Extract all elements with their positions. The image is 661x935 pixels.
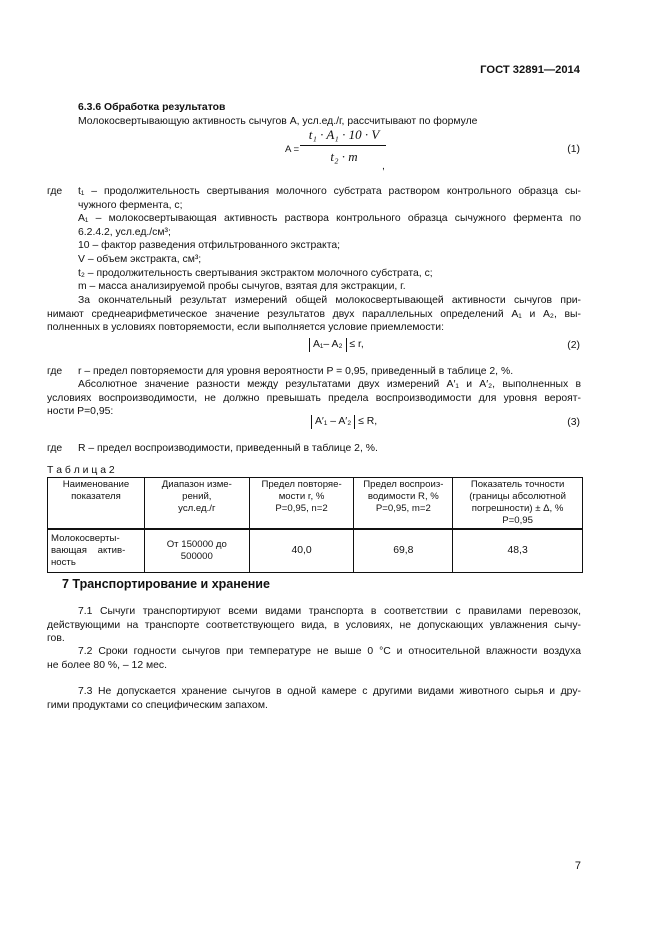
header-repeatability: Предел повторяе- мости r, % P=0,95, n=2 [249, 478, 354, 530]
where-label: где [47, 443, 63, 454]
where-r: r – предел повторяемости для уровня вероятности P = 0,95, приведенный в таблице 2, %. [78, 366, 514, 377]
where-block-1 [78, 185, 581, 294]
where-item: t₁ – продолжительность свертывания молочного субстрата раствором контрольного образца сы- [78, 186, 581, 197]
abs-value-expression: A₁– A₂ [309, 338, 347, 352]
formula-intro: Молокосвертывающую активность сычугов A, усл.ед./г, рассчитывают по формуле [78, 116, 478, 127]
cell-repeatability: 40,0 [249, 529, 354, 573]
text-line: действующими на транспорте соответствующего вида, в условиях, не допускающих увлажнения сычу- [47, 619, 581, 631]
fraction-bar [300, 145, 386, 146]
cell-range: От 150000 до 500000 [144, 529, 249, 573]
text-line: нимают среднеарифметическое значение результатов двух параллельных определений A₁ и A₂, вы- [47, 308, 581, 320]
where-item: 10 – фактор разведения отфильтрованного экстракта; [78, 240, 340, 252]
cell-accuracy: 48,3 [453, 529, 583, 573]
page-number: 7 [574, 860, 581, 872]
formula-1-dot: , [382, 161, 385, 172]
standard-code: ГОСТ 32891—2014 [480, 64, 580, 76]
formula-1-numerator: t₁ · A₁ · 10 · V [308, 127, 380, 142]
text-line: 7.2 Сроки годности сычугов при температуре не выше 0 °С и относительной влажности воздуха [78, 646, 581, 657]
formula-3-tail: ≤ R, [355, 416, 378, 427]
formula-1-lhs: A = [285, 144, 300, 155]
header-range: Диапазон изме- рений, усл.ед./г [144, 478, 249, 530]
formula-3 [311, 415, 377, 429]
paragraph-7-2 [47, 645, 581, 672]
paragraph-7-3 [47, 685, 581, 712]
text-line: не более 80 %, – 12 мес. [47, 659, 167, 671]
cell-name: Молокосверты- вающая актив- ность [48, 529, 145, 573]
formula-1-denominator: t₂ · m [330, 149, 358, 164]
where-item: t₂ – продолжительность свертывания экстрактом молочного субстрата, с; [78, 267, 433, 279]
table-row [48, 529, 583, 573]
text-line: полненных в условиях повторяемости, если выполняется условие приемлемости: [47, 322, 444, 334]
table-header-row [48, 478, 583, 530]
formula-2-tail: ≤ r, [346, 339, 364, 350]
where-item: чужного фермента, с; [78, 199, 183, 211]
equation-number-3: (3) [567, 417, 580, 428]
equation-number-1: (1) [567, 144, 580, 155]
text-line: гими продуктами со специфическим запахом. [47, 699, 268, 711]
section-7-title: 7 Транспортирование и хранение [62, 577, 270, 591]
paragraph-7-1 [47, 605, 581, 646]
where-item: A₁ – молокосвертывающая активность раствора контрольного образца сычужного фермента по [78, 213, 581, 225]
where-label: где [47, 366, 63, 377]
where-item: V – объем экстракта, см³; [78, 253, 202, 265]
table-2 [47, 477, 583, 573]
header-reproducibility: Предел воспроиз- водимости R, % P=0,95, m=2 [354, 478, 453, 530]
paragraph-reproducibility [47, 378, 581, 419]
text-line: За окончательный результат измерений общей молокосвертывающей активности сычугов при- [78, 295, 581, 306]
cell-reproducibility: 69,8 [354, 529, 453, 573]
formula-2 [309, 338, 364, 352]
abs-value-expression: A′₁ – A′₂ [311, 415, 355, 429]
where-label: где [47, 186, 63, 197]
where-item: 6.2.4.2, усл.ед./см³; [78, 226, 171, 238]
text-line: условиях воспроизводимости, не должно превышать предела воспроизводимости для уровня вероят- [47, 392, 581, 404]
where-item: m – масса анализируемой пробы сычугов, взятая для экстракции, г. [78, 281, 406, 293]
section-6-3-6-title: 6.3.6 Обработка результатов [78, 102, 226, 113]
text-line: ности P=0,95: [47, 406, 114, 418]
header-name: Наименование показателя [48, 478, 145, 530]
where-R: R – предел воспроизводимости, приведенный в таблице 2, %. [78, 443, 378, 454]
paragraph-acceptance [47, 294, 581, 335]
equation-number-2: (2) [567, 340, 580, 351]
text-line: Абсолютное значение разности между результатами двух измерений A′₁ и A′₂, выполненных в [78, 379, 581, 390]
text-line: 7.3 Не допускается хранение сычугов в одной камере с другими видами животного сырья и дру- [78, 686, 581, 697]
table-caption: Т а б л и ц а 2 [47, 465, 115, 476]
header-accuracy: Показатель точности (границы абсолютной погрешности) ± Δ, % P=0,95 [453, 478, 583, 530]
text-line: 7.1 Сычуги транспортируют всеми видами транспорта в соответствии с правилами перевозок, [78, 606, 581, 617]
text-line: гов. [47, 633, 65, 645]
